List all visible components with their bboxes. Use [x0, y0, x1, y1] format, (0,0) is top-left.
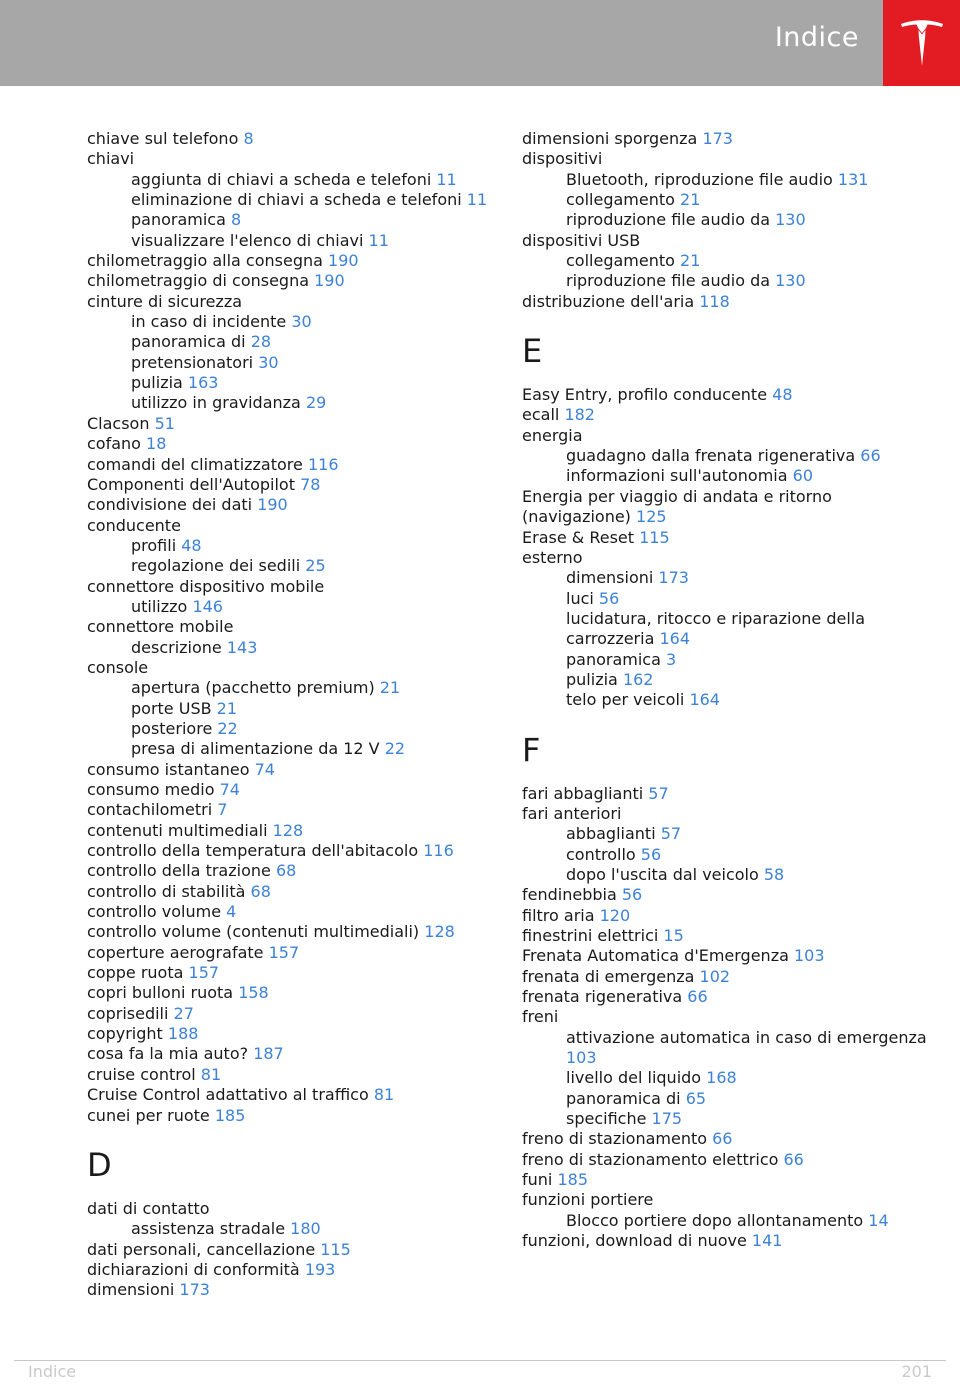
- entry-term: Cruise Control adattativo al traffico: [87, 1085, 369, 1105]
- entry-term: controllo volume: [87, 902, 222, 922]
- entry-term: connettore mobile: [87, 617, 234, 637]
- entry-term: chilometraggio alla consegna: [87, 251, 323, 271]
- entry-term: comandi del climatizzatore: [87, 454, 303, 474]
- section-letter: E: [522, 332, 543, 371]
- page-link[interactable]: 162: [622, 669, 654, 689]
- page-link[interactable]: 21: [680, 251, 701, 271]
- entry-term: collegamento: [566, 190, 675, 210]
- page-link[interactable]: 128: [424, 922, 455, 942]
- entry-term: Blocco portiere dopo allontanamento: [566, 1210, 864, 1230]
- entry-term: distribuzione dell'aria: [522, 291, 695, 311]
- entry-term: apertura (pacchetto premium): [131, 678, 375, 698]
- entry-term: attivazione automatica in caso di emergenza: [566, 1027, 927, 1047]
- index-entry: [87, 455, 497, 475]
- page-link[interactable]: 29: [305, 393, 327, 413]
- entry-term: funzioni portiere: [522, 1190, 654, 1210]
- index-entry: [87, 516, 497, 536]
- page-link[interactable]: 182: [564, 405, 595, 425]
- index-subentry: [522, 251, 942, 271]
- index-column-right: [522, 129, 942, 1252]
- page-link[interactable]: 116: [423, 841, 454, 861]
- index-entry: [87, 821, 497, 841]
- index-entry: [87, 963, 497, 983]
- entry-term: presa di alimentazione da 12 V: [131, 739, 380, 759]
- index-subentry: [522, 466, 942, 486]
- index-subentry: [522, 1068, 942, 1088]
- index-subentry: [522, 568, 942, 588]
- section-letter: D: [87, 1145, 112, 1184]
- index-subentry: [522, 1089, 942, 1109]
- page-link[interactable]: 190: [314, 271, 345, 291]
- index-entry: [522, 426, 942, 446]
- index-entry: [522, 1007, 942, 1027]
- index-entry: [87, 1280, 497, 1300]
- index-entry: [87, 271, 497, 291]
- entry-term: console: [87, 657, 149, 677]
- entry-term: funi: [522, 1170, 553, 1190]
- page-link[interactable]: 163: [187, 373, 219, 393]
- index-entry: [522, 804, 942, 824]
- entry-term: dispositivi: [522, 149, 603, 169]
- entry-term: conducente: [87, 515, 181, 535]
- page-link[interactable]: 22: [384, 739, 406, 759]
- entry-term: profili: [131, 535, 177, 555]
- entry-term: dispositivi USB: [522, 230, 641, 250]
- index-subentry: [87, 536, 497, 556]
- page-link[interactable]: 187: [253, 1044, 284, 1064]
- entry-term: panoramica di: [566, 1088, 681, 1108]
- page-link[interactable]: 102: [699, 966, 731, 986]
- entry-term: fari abbaglianti: [522, 783, 644, 803]
- entry-term: fari anteriori: [522, 803, 622, 823]
- entry-term: telo per veicoli: [566, 690, 685, 710]
- entry-term: luci: [566, 588, 594, 608]
- page-link[interactable]: 115: [639, 527, 670, 547]
- index-entry: [522, 1170, 942, 1190]
- entry-term: chiavi: [87, 149, 135, 169]
- entry-term: riproduzione file audio da: [566, 271, 771, 291]
- index-entry: [87, 1106, 497, 1126]
- index-subentry: [522, 824, 942, 844]
- entry-term: coprisedili: [87, 1003, 169, 1023]
- page-link[interactable]: 128: [272, 820, 304, 840]
- page-link[interactable]: 21: [680, 190, 701, 210]
- index-column-left: [87, 129, 497, 1301]
- entry-term: copyright: [87, 1024, 163, 1044]
- page-link[interactable]: 11: [466, 190, 488, 210]
- page-link[interactable]: 48: [181, 535, 202, 555]
- index-subentry: [522, 1109, 942, 1129]
- page-link[interactable]: 25: [305, 556, 326, 576]
- page-link[interactable]: 30: [291, 312, 312, 332]
- index-subentry: [522, 690, 942, 710]
- page-link[interactable]: 131: [837, 169, 869, 189]
- index-entry: [87, 841, 497, 861]
- entry-term: controllo della trazione: [87, 861, 271, 881]
- entry-term: fendinebbia: [522, 885, 617, 905]
- page-link[interactable]: 157: [188, 963, 220, 983]
- page-link[interactable]: 48: [772, 385, 793, 405]
- entry-term: chilometraggio di consegna: [87, 271, 310, 291]
- entry-term: dichiarazioni di conformità: [87, 1259, 300, 1279]
- page-link[interactable]: 173: [702, 129, 733, 148]
- page-link[interactable]: 158: [238, 983, 269, 1003]
- index-entry: [87, 1024, 497, 1044]
- entry-term: dimensioni sporgenza: [522, 129, 698, 148]
- index-subentry: [522, 589, 942, 609]
- index-entry: [522, 926, 942, 946]
- page-link[interactable]: 14: [868, 1210, 889, 1230]
- index-subentry: [522, 609, 942, 650]
- entry-term: pretensionatori: [131, 352, 254, 372]
- entry-term: utilizzo in gravidanza: [131, 393, 301, 413]
- page-link[interactable]: 18: [146, 434, 167, 454]
- index-entry: [87, 577, 497, 597]
- index-entry: [87, 1199, 497, 1219]
- entry-term: consumo medio: [87, 780, 215, 799]
- entry-term: livello del liquido: [566, 1068, 702, 1088]
- index-entry: [87, 658, 497, 678]
- index-entry: [87, 434, 497, 454]
- index-subentry: [87, 739, 497, 759]
- page-link[interactable]: 164: [659, 629, 691, 649]
- index-entry: [522, 1190, 942, 1210]
- index-entry: [87, 922, 497, 942]
- page-link[interactable]: 193: [304, 1259, 336, 1279]
- entry-term: pulizia: [566, 669, 618, 689]
- page-link[interactable]: 173: [179, 1280, 210, 1300]
- index-entry: [522, 528, 942, 548]
- index-entry: [522, 405, 942, 425]
- index-entry: [87, 1085, 497, 1105]
- index-entry: [87, 475, 497, 495]
- index-entry: [522, 231, 942, 251]
- page-link[interactable]: 74: [219, 780, 240, 799]
- index-subentry: [87, 332, 497, 352]
- entry-term: filtro aria: [522, 905, 595, 925]
- entry-term: utilizzo: [131, 596, 188, 616]
- index-entry: [522, 487, 942, 528]
- index-entry: [87, 943, 497, 963]
- index-entry: [522, 967, 942, 987]
- index-entry: [522, 292, 942, 312]
- index-entry: [522, 906, 942, 926]
- page-link[interactable]: 15: [663, 926, 684, 945]
- page-number: 201: [901, 1362, 932, 1381]
- entry-term: consumo istantaneo: [87, 759, 250, 779]
- page-link[interactable]: 168: [706, 1068, 737, 1088]
- index-entry: [87, 760, 497, 780]
- page-link[interactable]: 66: [687, 987, 708, 1007]
- page-link[interactable]: 27: [173, 1003, 194, 1023]
- entry-term: cunei per ruote: [87, 1105, 210, 1125]
- index-entry: [522, 1150, 942, 1170]
- index-subentry: [87, 170, 497, 190]
- index-subentry: [87, 353, 497, 373]
- entry-term: in caso di incidente: [131, 312, 287, 332]
- page-link[interactable]: 8: [243, 129, 254, 148]
- entry-term: Bluetooth, riproduzione file audio: [566, 169, 833, 189]
- index-subentry: [522, 210, 942, 230]
- entry-term: coppe ruota: [87, 963, 184, 983]
- entry-term: cosa fa la mia auto?: [87, 1044, 249, 1064]
- page-link[interactable]: 118: [699, 291, 730, 311]
- page-link[interactable]: 116: [307, 454, 339, 474]
- index-entry: [87, 149, 497, 169]
- page-link[interactable]: 141: [751, 1231, 783, 1251]
- tesla-logo-icon: [899, 18, 945, 68]
- entry-term: visualizzare l'elenco di chiavi: [131, 230, 364, 250]
- page-link[interactable]: 65: [685, 1088, 707, 1108]
- entry-term: dimensioni: [87, 1280, 175, 1300]
- page-link[interactable]: 68: [250, 881, 271, 901]
- entry-term: posteriore: [131, 718, 213, 738]
- index-subentry: [522, 1211, 942, 1231]
- entry-term: energia: [522, 425, 583, 445]
- entry-term: connettore dispositivo mobile: [87, 576, 325, 596]
- entry-term: specifiche: [566, 1109, 647, 1129]
- index-subentry: [522, 446, 942, 466]
- entry-term: dati personali, cancellazione: [87, 1239, 316, 1259]
- index-subentry: [522, 271, 942, 291]
- entry-term: controllo di stabilità: [87, 881, 246, 901]
- index-entry: [522, 129, 942, 149]
- index-entry: [87, 251, 497, 271]
- entry-term: contenuti multimediali: [87, 820, 268, 840]
- entry-term: Frenata Automatica d'Emergenza: [522, 946, 789, 966]
- entry-term: collegamento: [566, 251, 675, 271]
- entry-term: funzioni, download di nuove: [522, 1231, 747, 1251]
- page-link[interactable]: 81: [373, 1085, 395, 1105]
- page-link[interactable]: 21: [379, 678, 401, 698]
- entry-term: pulizia: [131, 373, 183, 393]
- entry-term: Componenti dell'Autopilot: [87, 474, 295, 494]
- entry-term: frenata di emergenza: [522, 966, 695, 986]
- entry-term: finestrini elettrici: [522, 926, 659, 945]
- index-entry: [522, 987, 942, 1007]
- index-entry: [87, 1004, 497, 1024]
- entry-term: informazioni sull'autonomia: [566, 466, 788, 486]
- page-link[interactable]: 21: [216, 698, 238, 718]
- index-entry: [87, 1240, 497, 1260]
- entry-term: coperture aerografate: [87, 942, 264, 962]
- index-subentry: [522, 845, 942, 865]
- entry-term: eliminazione di chiavi a scheda e telefoni: [131, 190, 462, 210]
- page-link[interactable]: 8: [231, 210, 242, 230]
- page-link[interactable]: 173: [658, 568, 689, 588]
- index-entry: [87, 129, 497, 149]
- index-subentry: [87, 312, 497, 332]
- tesla-logo: [883, 0, 960, 86]
- page-header: [0, 0, 960, 86]
- entry-term: freni: [522, 1007, 559, 1027]
- entry-term: ecall: [522, 405, 560, 425]
- index-subentry: [522, 650, 942, 670]
- page-link[interactable]: 66: [712, 1129, 733, 1149]
- index-entry: [522, 385, 942, 405]
- index-subentry: [87, 1219, 497, 1239]
- index-subentry: [87, 556, 497, 576]
- entry-term: controllo volume (contenuti multimediali): [87, 922, 420, 942]
- entry-term: condivisione dei dati: [87, 495, 253, 515]
- page-link[interactable]: 81: [200, 1064, 222, 1084]
- page-link[interactable]: 125: [636, 507, 667, 527]
- page-link[interactable]: 4: [226, 902, 237, 922]
- index-subentry: [522, 670, 942, 690]
- page-link[interactable]: 66: [860, 446, 881, 466]
- page-link[interactable]: 56: [598, 588, 620, 608]
- entry-term: assistenza stradale: [131, 1219, 286, 1239]
- index-entry: [522, 946, 942, 966]
- page-link[interactable]: 60: [792, 466, 813, 486]
- page-link[interactable]: 58: [763, 864, 785, 884]
- index-subentry: [87, 231, 497, 251]
- entry-term: controllo della temperatura dell'abitacolo: [87, 841, 419, 861]
- entry-term: abbaglianti: [566, 824, 656, 844]
- index-subentry: [522, 190, 942, 210]
- page-link[interactable]: 11: [368, 230, 389, 250]
- entry-term: copri bulloni ruota: [87, 983, 234, 1003]
- index-entry: [87, 617, 497, 637]
- page-link[interactable]: 28: [250, 332, 272, 352]
- index-entry: [87, 495, 497, 515]
- entry-term: contachilometri: [87, 800, 213, 820]
- index-subentry: [522, 170, 942, 190]
- entry-term: panoramica: [566, 649, 661, 669]
- footer-section: Indice: [28, 1362, 77, 1381]
- index-subentry: [87, 638, 497, 658]
- index-subentry: [87, 373, 497, 393]
- page-link[interactable]: 56: [640, 844, 662, 864]
- entry-term: freno di stazionamento: [522, 1129, 708, 1149]
- entry-term: frenata rigenerativa: [522, 987, 683, 1007]
- page-link[interactable]: 7: [217, 800, 228, 820]
- entry-term: Erase & Reset: [522, 527, 635, 547]
- page-link[interactable]: 185: [214, 1105, 246, 1125]
- page-link[interactable]: 66: [783, 1149, 804, 1169]
- index-entry: [87, 292, 497, 312]
- index-entry: [87, 800, 497, 820]
- page-link[interactable]: 157: [268, 942, 300, 962]
- index-entry: [87, 861, 497, 881]
- entry-term: controllo: [566, 844, 636, 864]
- index-entry: [522, 885, 942, 905]
- entry-term: porte USB: [131, 698, 212, 718]
- index-entry: [522, 1231, 942, 1251]
- index-subentry: [522, 1028, 942, 1069]
- entry-term: regolazione dei sedili: [131, 556, 301, 576]
- page-link[interactable]: 115: [320, 1239, 351, 1259]
- page-link[interactable]: 30: [258, 352, 279, 372]
- index-subentry: [87, 597, 497, 617]
- index-entry: [87, 902, 497, 922]
- index-subentry: [87, 210, 497, 230]
- index-subentry: [87, 393, 497, 413]
- entry-term: Energia per viaggio di andata e ritorno (navigazione): [522, 486, 832, 527]
- entry-term: Clacson: [87, 413, 150, 433]
- entry-term: descrizione: [131, 637, 222, 657]
- page-link[interactable]: 74: [254, 759, 275, 779]
- entry-term: chiave sul telefono: [87, 129, 239, 148]
- page-link[interactable]: 51: [154, 413, 175, 433]
- page-title: Indice: [774, 22, 859, 53]
- index-subentry: [87, 699, 497, 719]
- page-link[interactable]: 190: [257, 495, 288, 515]
- page-link[interactable]: 68: [275, 861, 297, 881]
- index-entry: [87, 1260, 497, 1280]
- page-link[interactable]: 57: [660, 824, 682, 844]
- index-subentry: [522, 865, 942, 885]
- index-entry: [87, 414, 497, 434]
- page-link[interactable]: 22: [217, 718, 238, 738]
- entry-term: dopo l'uscita dal veicolo: [566, 864, 759, 884]
- page-link[interactable]: 103: [794, 946, 825, 966]
- entry-term: riproduzione file audio da: [566, 210, 771, 230]
- entry-term: dimensioni: [566, 568, 654, 588]
- index-entry: [87, 882, 497, 902]
- index-entry: [522, 548, 942, 568]
- page-link[interactable]: 188: [167, 1024, 199, 1044]
- page-link[interactable]: 164: [689, 690, 720, 710]
- entry-term: dati di contatto: [87, 1198, 210, 1218]
- index-entry: [522, 784, 942, 804]
- entry-term: freno di stazionamento elettrico: [522, 1149, 779, 1169]
- entry-term: lucidatura, ritocco e riparazione della carrozzeria: [566, 608, 866, 649]
- page-link[interactable]: 185: [557, 1170, 588, 1190]
- entry-term: panoramica di: [131, 332, 246, 352]
- page-link[interactable]: 175: [651, 1109, 683, 1129]
- index-entry: [87, 1065, 497, 1085]
- entry-term: panoramica: [131, 210, 226, 230]
- index-subentry: [87, 190, 497, 210]
- page-link[interactable]: 57: [648, 783, 669, 803]
- entry-term: esterno: [522, 547, 583, 567]
- page-link[interactable]: 3: [666, 649, 677, 669]
- entry-term: cruise control: [87, 1064, 196, 1084]
- footer-divider: [14, 1360, 946, 1361]
- page-link[interactable]: 146: [192, 596, 223, 616]
- index-subentry: [87, 678, 497, 698]
- section-letter: F: [522, 730, 541, 769]
- entry-term: cinture di sicurezza: [87, 291, 243, 311]
- index-entry: [522, 1129, 942, 1149]
- index-subentry: [87, 719, 497, 739]
- page-link[interactable]: 56: [621, 885, 643, 905]
- index-entry: [87, 983, 497, 1003]
- entry-term: guadagno dalla frenata rigenerativa: [566, 446, 856, 466]
- page-link[interactable]: 130: [775, 271, 806, 291]
- page-link[interactable]: 120: [599, 905, 631, 925]
- index-entry: [522, 149, 942, 169]
- page-link[interactable]: 143: [226, 637, 258, 657]
- entry-term: cofano: [87, 434, 141, 454]
- page-link[interactable]: 190: [328, 251, 359, 271]
- entry-term: Easy Entry, profilo conducente: [522, 385, 768, 405]
- page-link[interactable]: 103: [566, 1048, 597, 1068]
- entry-term: aggiunta di chiavi a scheda e telefoni: [131, 169, 432, 189]
- page-link[interactable]: 180: [290, 1219, 321, 1239]
- page-link[interactable]: 130: [775, 210, 806, 230]
- index-entry: [87, 780, 497, 800]
- index-entry: [87, 1044, 497, 1064]
- page-link[interactable]: 11: [436, 169, 457, 189]
- page-link[interactable]: 78: [300, 474, 321, 494]
